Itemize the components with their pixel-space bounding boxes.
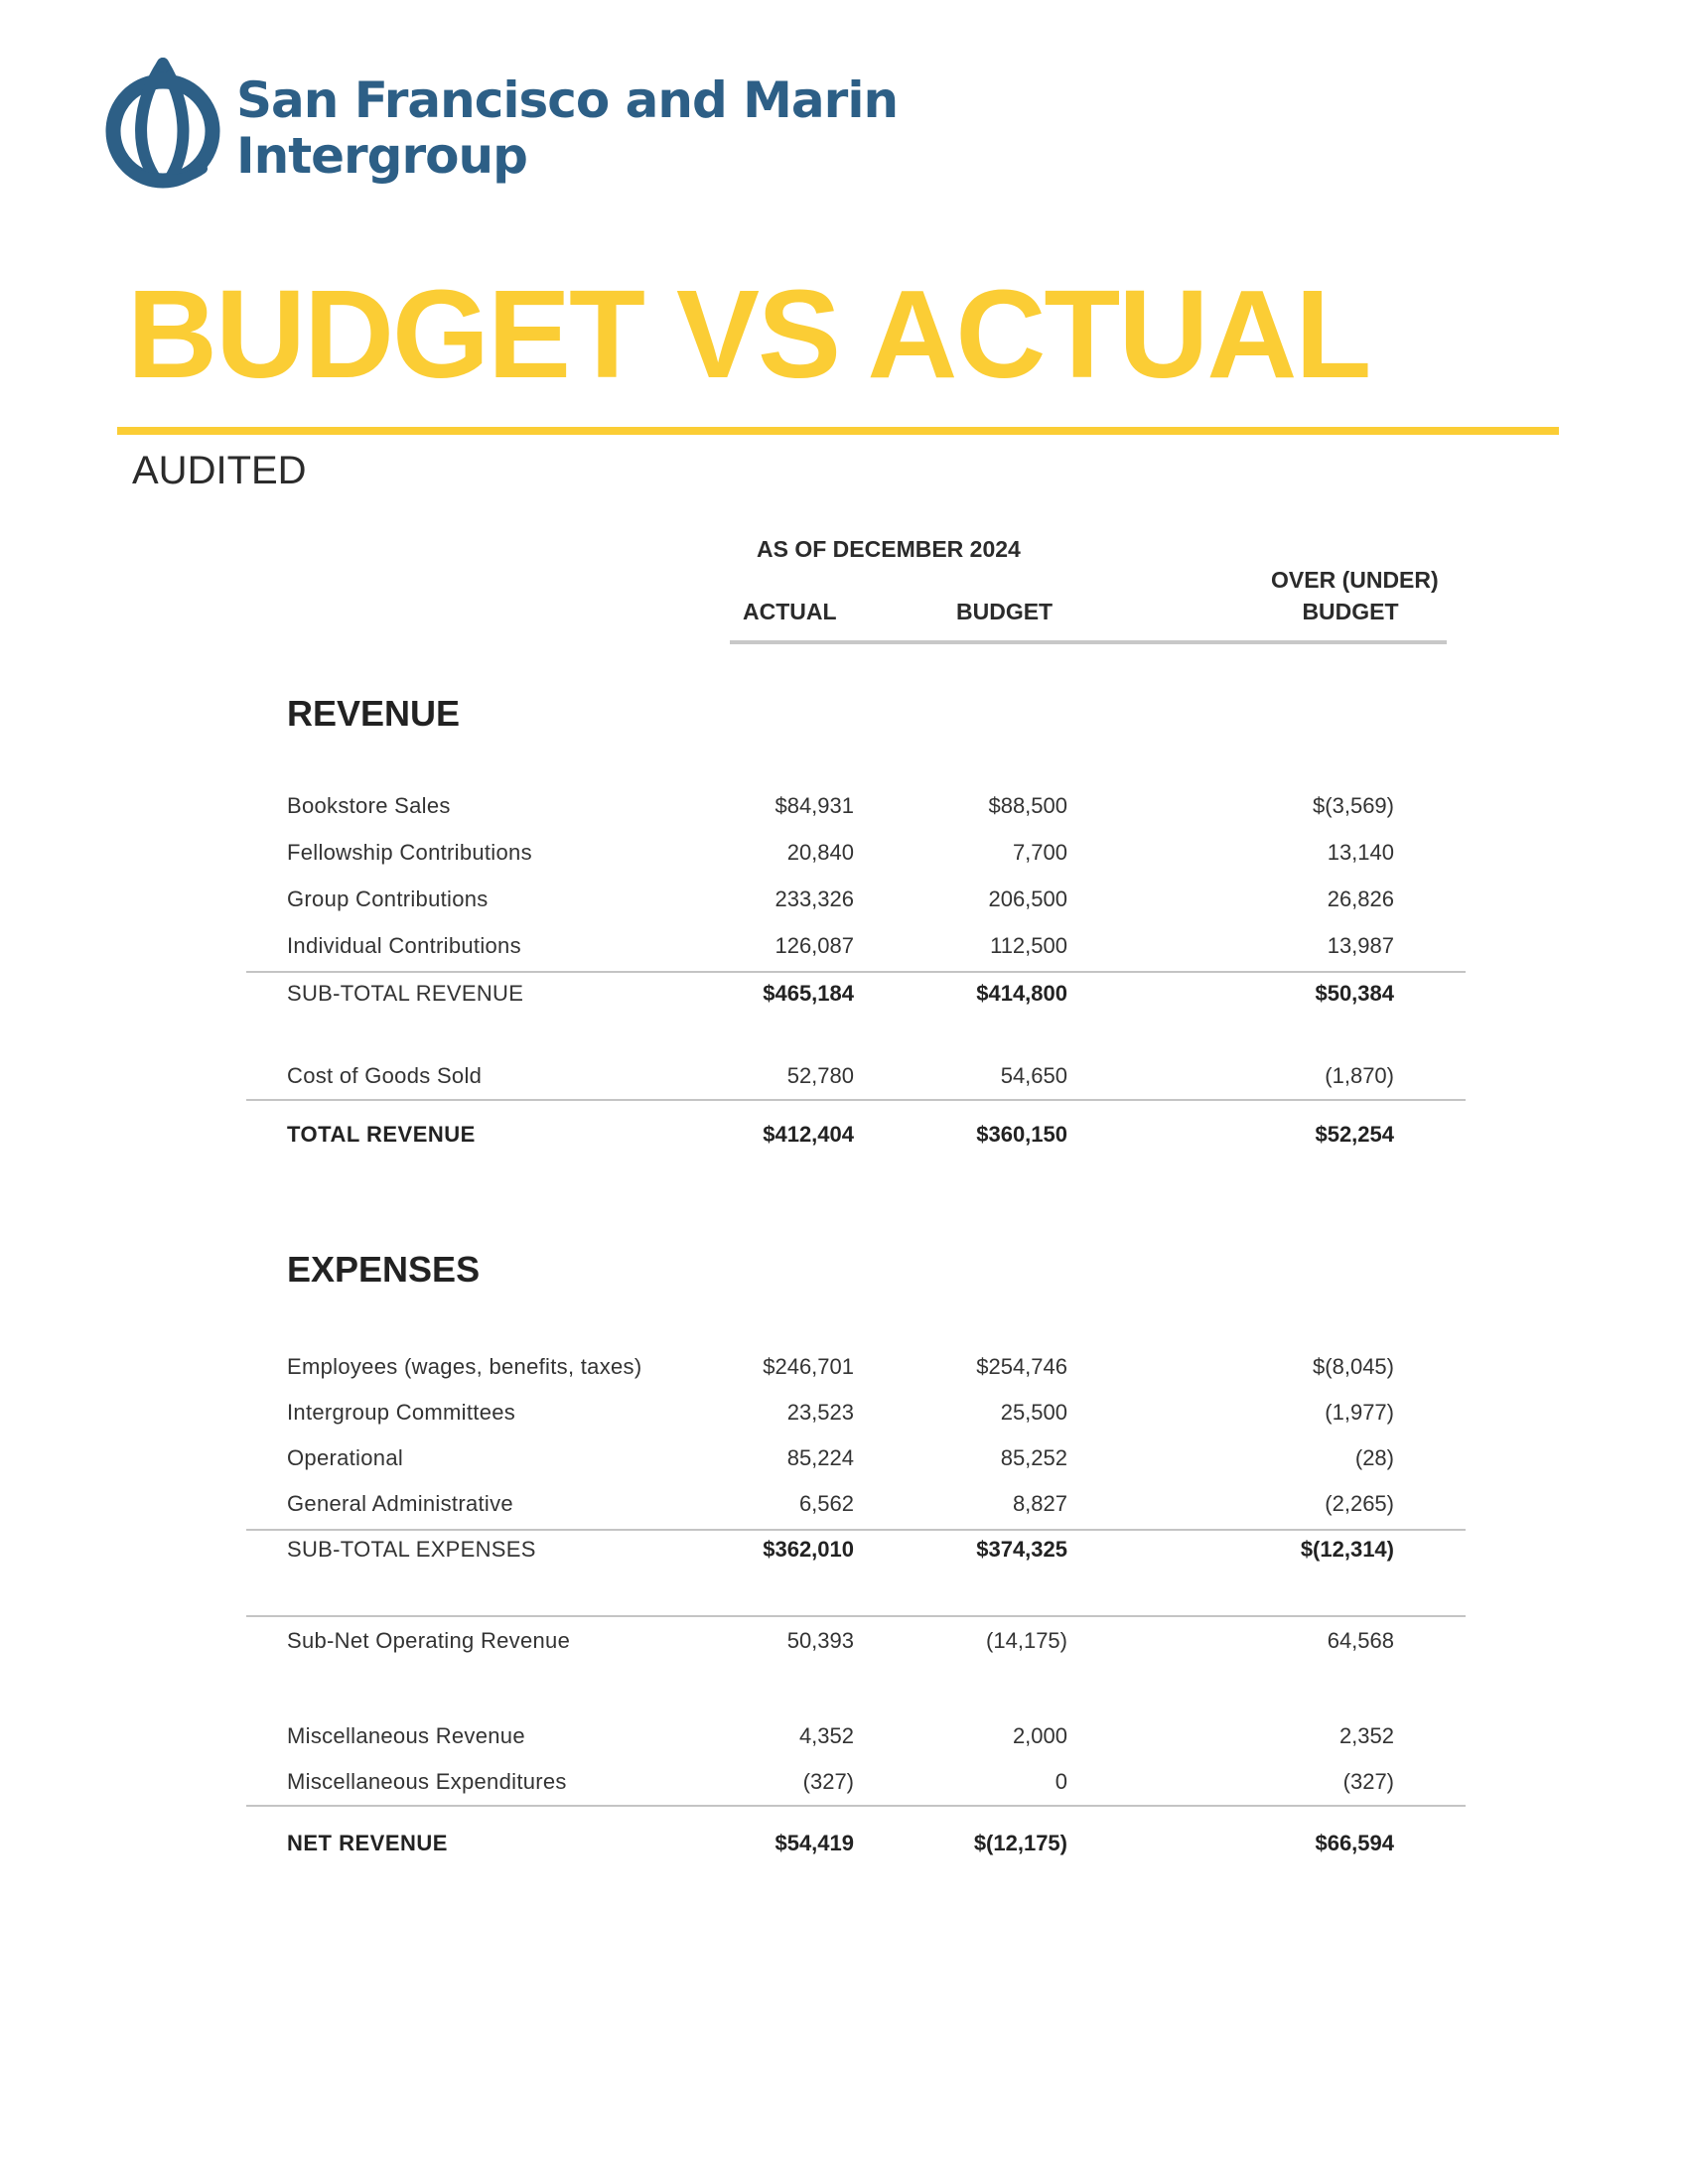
- budget-value: 206,500: [988, 887, 1067, 911]
- budget-value: $414,800: [976, 981, 1067, 1006]
- net-revenue-row: [287, 1831, 1394, 1862]
- budget-value: 54,650: [1000, 1063, 1067, 1088]
- actual-value: 233,326: [774, 887, 854, 911]
- actual-value: 4,352: [798, 1723, 854, 1748]
- budget-value: $254,746: [976, 1354, 1067, 1379]
- over-under-value: $66,594: [1315, 1831, 1394, 1855]
- row-divider: [246, 1529, 1466, 1531]
- actual-value: 23,523: [786, 1400, 854, 1425]
- row-label: Miscellaneous Expenditures: [287, 1769, 567, 1794]
- budget-value: (14,175): [986, 1628, 1067, 1653]
- over-under-value: (2,265): [1325, 1491, 1394, 1516]
- budget-value: $88,500: [988, 793, 1067, 818]
- budget-value: 2,000: [1012, 1723, 1067, 1748]
- total-revenue-row: [287, 1122, 1394, 1154]
- over-under-value: $(3,569): [1313, 793, 1394, 818]
- actual-value: (327): [802, 1769, 854, 1794]
- row-label: Sub-Net Operating Revenue: [287, 1628, 571, 1653]
- over-under-value: $52,254: [1315, 1122, 1394, 1147]
- expenses-section-title: EXPENSES: [287, 1249, 481, 1290]
- budget-value: 7,700: [1012, 840, 1067, 865]
- row-label: Miscellaneous Revenue: [287, 1723, 525, 1748]
- column-header-over-line2: BUDGET: [1302, 599, 1399, 624]
- row-divider: [246, 1615, 1466, 1617]
- row-label: Bookstore Sales: [287, 793, 451, 818]
- over-under-value: 13,987: [1327, 933, 1394, 958]
- column-header-over-line1: OVER (UNDER): [1271, 567, 1439, 593]
- column-header-actual: ACTUAL: [743, 599, 837, 624]
- table-row: [287, 887, 1394, 918]
- table-row: [287, 1400, 1394, 1432]
- title-divider: [117, 427, 1559, 435]
- table-row: [287, 1354, 1394, 1386]
- row-divider: [246, 1805, 1466, 1807]
- column-header-budget: BUDGET: [956, 599, 1054, 624]
- actual-value: $362,010: [763, 1537, 854, 1562]
- row-divider: [246, 1099, 1466, 1101]
- misc-revenue-row: [287, 1723, 1394, 1755]
- row-label: Cost of Goods Sold: [287, 1063, 483, 1088]
- actual-value: 52,780: [786, 1063, 854, 1088]
- logo-text-line1: San Francisco and Marin: [236, 71, 899, 129]
- sub-net-operating-row: [287, 1628, 1394, 1660]
- over-under-value: $(8,045): [1313, 1354, 1394, 1379]
- over-under-value: (327): [1342, 1769, 1394, 1794]
- actual-value: 85,224: [786, 1445, 854, 1470]
- cost-of-goods-row: [287, 1063, 1394, 1095]
- budget-value: 0: [1055, 1769, 1067, 1794]
- row-label: General Administrative: [287, 1491, 513, 1516]
- actual-value: $246,701: [763, 1354, 854, 1379]
- subtotal-revenue-row: [287, 981, 1394, 1013]
- budget-value: 25,500: [1000, 1400, 1067, 1425]
- row-label: NET REVENUE: [287, 1831, 448, 1855]
- budget-value: $360,150: [976, 1122, 1067, 1147]
- budget-value: $374,325: [976, 1537, 1067, 1562]
- logo-text-line2: Intergroup: [236, 127, 527, 185]
- over-under-value: 13,140: [1327, 840, 1394, 865]
- table-row: [287, 933, 1394, 965]
- actual-value: $412,404: [763, 1122, 854, 1147]
- table-row: [287, 1491, 1394, 1523]
- budget-value: $(12,175): [973, 1831, 1067, 1855]
- over-under-value: 26,826: [1327, 887, 1394, 911]
- table-row: [287, 840, 1394, 872]
- row-label: Group Contributions: [287, 887, 489, 911]
- budget-value: 112,500: [990, 933, 1067, 958]
- row-label: SUB-TOTAL REVENUE: [287, 981, 524, 1006]
- organization-logo: [103, 58, 899, 197]
- row-label: Employees (wages, benefits, taxes): [287, 1354, 642, 1379]
- actual-value: $465,184: [763, 981, 854, 1006]
- row-label: TOTAL REVENUE: [287, 1122, 476, 1147]
- row-label: SUB-TOTAL EXPENSES: [287, 1537, 536, 1562]
- over-under-value: (28): [1354, 1445, 1394, 1470]
- row-divider: [246, 971, 1466, 973]
- actual-value: 126,087: [774, 933, 854, 958]
- actual-value: 50,393: [786, 1628, 854, 1653]
- subtotal-expenses-row: [287, 1537, 1394, 1569]
- table-row: [287, 1445, 1394, 1477]
- misc-expenditures-row: [287, 1769, 1394, 1801]
- over-under-value: (1,870): [1325, 1063, 1394, 1088]
- over-under-value: 64,568: [1327, 1628, 1394, 1653]
- over-under-value: $(12,314): [1300, 1537, 1394, 1562]
- over-under-value: 2,352: [1338, 1723, 1394, 1748]
- budget-value: 85,252: [1000, 1445, 1067, 1470]
- actual-value: $54,419: [774, 1831, 854, 1855]
- table-row: [287, 793, 1394, 825]
- row-label: Intergroup Committees: [287, 1400, 516, 1425]
- row-label: Individual Contributions: [287, 933, 521, 958]
- row-label: Fellowship Contributions: [287, 840, 532, 865]
- page-subtitle: AUDITED: [132, 449, 307, 492]
- revenue-section-title: REVENUE: [287, 693, 461, 734]
- period-header: AS OF DECEMBER 2024: [757, 536, 1021, 562]
- actual-value: 20,840: [786, 840, 854, 865]
- actual-value: $84,931: [774, 793, 854, 818]
- over-under-value: $50,384: [1315, 981, 1394, 1006]
- header-divider: [730, 640, 1447, 644]
- over-under-value: (1,977): [1325, 1400, 1394, 1425]
- page-title: BUDGET VS ACTUAL: [127, 264, 1370, 404]
- sail-logo-icon: [103, 58, 226, 197]
- budget-value: 8,827: [1012, 1491, 1067, 1516]
- row-label: Operational: [287, 1445, 404, 1470]
- actual-value: 6,562: [798, 1491, 854, 1516]
